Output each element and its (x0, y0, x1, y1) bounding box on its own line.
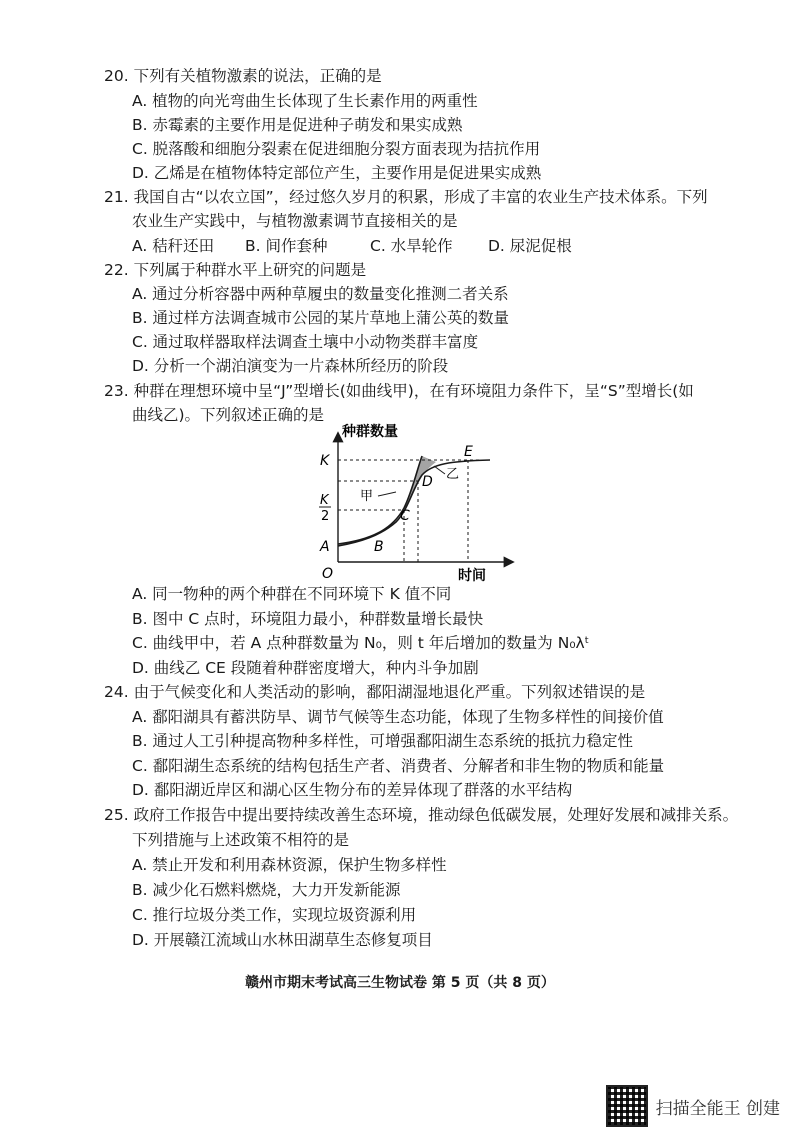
point-a-label: A (320, 539, 330, 555)
curve-j-pointer (378, 492, 396, 496)
q22-option-d: D. 分析一个湖泊演变为一片森林所经历的阶段 (132, 357, 449, 375)
q23-option-a: A. 同一物种的两个种群在不同环境下 K 值不同 (132, 585, 452, 603)
q25-option-d: D. 开展赣江流域山水林田湖草生态修复项目 (132, 931, 433, 949)
q22-option-c: C. 通过取样器取样法调查土壤中小动物类群丰富度 (132, 333, 479, 351)
environmental-resistance-area (338, 456, 436, 546)
q20-option-c: C. 脱落酸和细胞分裂素在促进细胞分裂方面表现为拮抗作用 (132, 140, 541, 158)
q25-option-a: A. 禁止开发和利用森林资源，保护生物多样性 (132, 856, 447, 874)
q24-stem: 24. 由于气候变化和人类活动的影响，鄱阳湖湿地退化严重。下列叙述错误的是 (104, 683, 646, 701)
q23-stem-line2: 曲线乙)。下列叙述正确的是 (132, 406, 325, 424)
q22-stem: 22. 下列属于种群水平上研究的问题是 (104, 261, 367, 279)
origin-label: O (322, 566, 334, 582)
point-b-label: B (374, 539, 384, 555)
point-c-label: C (400, 508, 410, 524)
q23-option-c: C. 曲线甲中，若 A 点种群数量为 N₀，则 t 年后增加的数量为 N₀λᵗ (132, 634, 590, 652)
q23-stem-line1: 23. 种群在理想环境中呈“J”型增长(如曲线甲)，在有环境阻力条件下，呈“S”型增长(如 (104, 382, 694, 400)
point-e-label: E (464, 444, 473, 460)
scanner-watermark (606, 1085, 780, 1127)
q20-stem: 20. 下列有关植物激素的说法，正确的是 (104, 67, 382, 85)
q25-option-b: B. 减少化石燃料燃烧，大力开发新能源 (132, 881, 401, 899)
q21-option-c: C. 水旱轮作 (370, 237, 453, 255)
q25-option-c: C. 推行垃圾分类工作，实现垃圾资源利用 (132, 906, 417, 924)
k-half-numerator: K (320, 493, 329, 508)
qr-code-icon (606, 1085, 648, 1127)
curve-j-label: 甲 (360, 489, 374, 504)
curve-s-pointer (434, 466, 445, 474)
q20-option-d: D. 乙烯是在植物体特定部位产生，主要作用是促进果实成熟 (132, 164, 542, 182)
curve-s-label: 乙 (446, 467, 460, 482)
q24-option-b: B. 通过人工引种提高物种多样性，可增强鄱阳湖生态系统的抵抗力稳定性 (132, 732, 633, 750)
q21-option-b: B. 间作套种 (245, 237, 328, 255)
page-footer: 赣州市期末考试高三生物试卷 第 5 页（共 8 页） (245, 975, 555, 991)
q24-option-d: D. 鄱阳湖近岸区和湖心区生物分布的差异体现了群落的水平结构 (132, 781, 573, 799)
q21-stem-line1: 21. 我国自古“以农立国”，经过悠久岁月的积累，形成了丰富的农业生产技术体系。下列 (104, 188, 708, 206)
q20-option-b: B. 赤霉素的主要作用是促进种子萌发和果实成熟 (132, 116, 463, 134)
q24-option-a: A. 鄱阳湖具有蓄洪防旱、调节气候等生态功能，体现了生物多样性的间接价值 (132, 708, 664, 726)
y-axis-label: 种群数量 (342, 424, 398, 440)
q23-option-b: B. 图中 C 点时，环境阻力最小，种群数量增长最快 (132, 610, 484, 628)
q22-option-a: A. 通过分析容器中两种草履虫的数量变化推测二者关系 (132, 285, 509, 303)
k-label: K (320, 453, 330, 469)
q20-option-a: A. 植物的向光弯曲生长体现了生长素作用的两重性 (132, 92, 478, 110)
q24-option-c: C. 鄱阳湖生态系统的结构包括生产者、消费者、分解者和非生物的物质和能量 (132, 757, 665, 775)
point-d-label: D (422, 474, 433, 490)
x-axis-label: 时间 (458, 568, 486, 584)
q21-option-a: A. 秸秆还田 (132, 237, 215, 255)
k-half-denominator: 2 (321, 509, 330, 524)
q23-option-d: D. 曲线乙 CE 段随着种群密度增大，种内斗争加剧 (132, 659, 479, 677)
q25-stem-line1: 25. 政府工作报告中提出要持续改善生态环境，推动绿色低碳发展，处理好发展和减排关系。 (104, 806, 739, 824)
watermark-text: 扫描全能王 创建 (655, 1098, 780, 1119)
q21-option-d: D. 尿泥促根 (488, 237, 572, 255)
q25-stem-line2: 下列措施与上述政策不相符的是 (132, 831, 350, 849)
q21-stem-line2: 农业生产实践中，与植物激素调节直接相关的是 (132, 212, 458, 230)
population-growth-figure (300, 420, 520, 585)
q22-option-b: B. 通过样方法调查城市公园的某片草地上蒲公英的数量 (132, 309, 509, 327)
